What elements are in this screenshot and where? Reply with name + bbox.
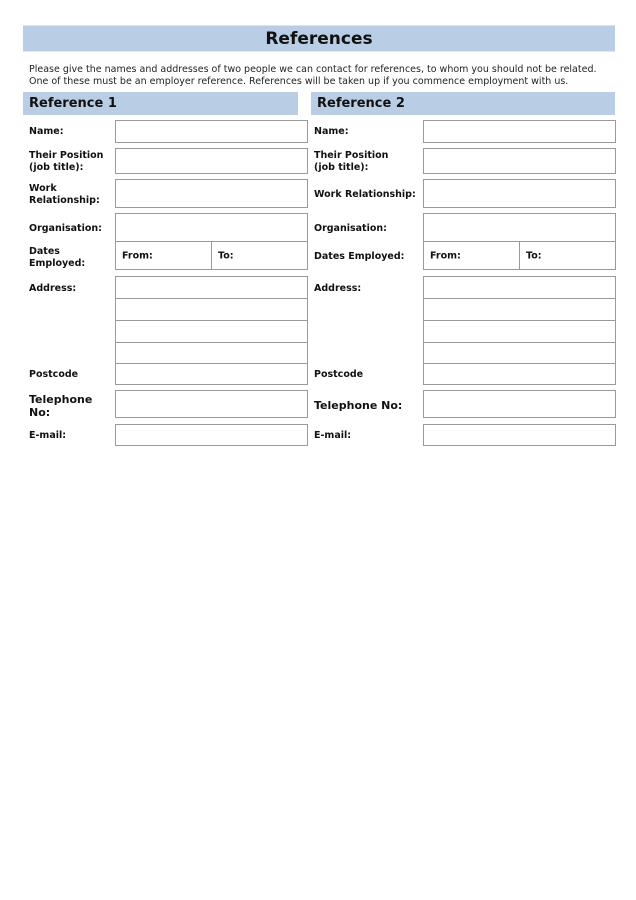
label-line: Their Position	[29, 150, 104, 161]
label-line: Their Position	[314, 150, 389, 161]
ref2-from-label: From:	[430, 250, 461, 261]
reference-1-header	[23, 92, 298, 115]
ref1-dates-label	[29, 246, 85, 269]
intro-line-2: One of these must be an employer reference. References will be taken up if you commence employment with us.	[29, 76, 569, 87]
ref1-to-label: To:	[218, 250, 234, 261]
ref1-position-label	[29, 150, 103, 173]
ref2-postcode-label: Postcode	[314, 369, 364, 380]
label-line: No:	[29, 406, 51, 419]
ref2-address-line-2[interactable]	[423, 298, 616, 321]
ref2-address-label: Address:	[314, 283, 362, 294]
intro-line-1: Please give the names and addresses of two people we can contact for references, to whom you should not be related.	[29, 64, 597, 75]
ref2-to-label: To:	[526, 250, 542, 261]
reference-1-heading: Reference 1	[29, 96, 117, 111]
ref1-organisation-field[interactable]	[115, 213, 308, 242]
ref1-organisation-label: Organisation:	[29, 223, 102, 234]
label-line: Dates	[29, 246, 60, 257]
ref1-relationship-label	[29, 183, 100, 206]
ref2-relationship-label: Work Relationship:	[314, 189, 416, 200]
ref1-address-line-2[interactable]	[115, 298, 308, 321]
ref1-address-line-3[interactable]	[115, 320, 308, 343]
ref1-email-field[interactable]	[115, 424, 308, 446]
ref1-address-line-4[interactable]	[115, 342, 308, 364]
ref2-address-line-1[interactable]	[423, 276, 616, 299]
ref2-name-label: Name:	[314, 126, 349, 137]
ref1-position-field[interactable]	[115, 148, 308, 174]
ref2-relationship-field[interactable]	[423, 179, 616, 208]
ref2-telephone-label: Telephone No:	[314, 399, 403, 412]
ref2-dates-label: Dates Employed:	[314, 251, 405, 262]
reference-2-header	[311, 92, 615, 115]
ref1-name-field[interactable]	[115, 120, 308, 143]
ref1-to-field[interactable]	[211, 241, 308, 270]
page-title-bar	[23, 25, 615, 52]
label-line: Telephone	[29, 393, 93, 406]
label-line: Employed:	[29, 257, 86, 269]
ref1-name-label: Name:	[29, 126, 64, 137]
ref1-email-label: E-mail:	[29, 430, 67, 441]
label-line: (job title):	[314, 161, 369, 173]
ref1-address-line-1[interactable]	[115, 276, 308, 299]
ref2-organisation-field[interactable]	[423, 213, 616, 242]
ref1-postcode-field[interactable]	[115, 363, 308, 385]
ref1-address-label: Address:	[29, 283, 77, 294]
label-line: Work	[29, 183, 57, 194]
label-line: (job title):	[29, 161, 84, 173]
ref2-address-line-3[interactable]	[423, 320, 616, 343]
ref2-organisation-label: Organisation:	[314, 223, 387, 234]
ref1-from-label: From:	[122, 250, 153, 261]
intro-text	[29, 64, 629, 88]
ref1-telephone-label	[29, 393, 92, 419]
ref2-position-label	[314, 150, 388, 173]
reference-2-heading: Reference 2	[317, 96, 405, 111]
ref2-from-field[interactable]	[423, 241, 520, 270]
ref1-relationship-field[interactable]	[115, 179, 308, 208]
ref2-telephone-field[interactable]	[423, 390, 616, 418]
ref2-to-field[interactable]	[519, 241, 616, 270]
ref2-address-line-4[interactable]	[423, 342, 616, 364]
ref2-name-field[interactable]	[423, 120, 616, 143]
ref1-telephone-field[interactable]	[115, 390, 308, 418]
ref2-postcode-field[interactable]	[423, 363, 616, 385]
ref2-position-field[interactable]	[423, 148, 616, 174]
ref1-postcode-label: Postcode	[29, 369, 79, 380]
label-line: Relationship:	[29, 194, 100, 206]
ref1-from-field[interactable]	[115, 241, 212, 270]
ref2-email-field[interactable]	[423, 424, 616, 446]
page-title: References	[265, 28, 373, 49]
ref2-email-label: E-mail:	[314, 430, 352, 441]
